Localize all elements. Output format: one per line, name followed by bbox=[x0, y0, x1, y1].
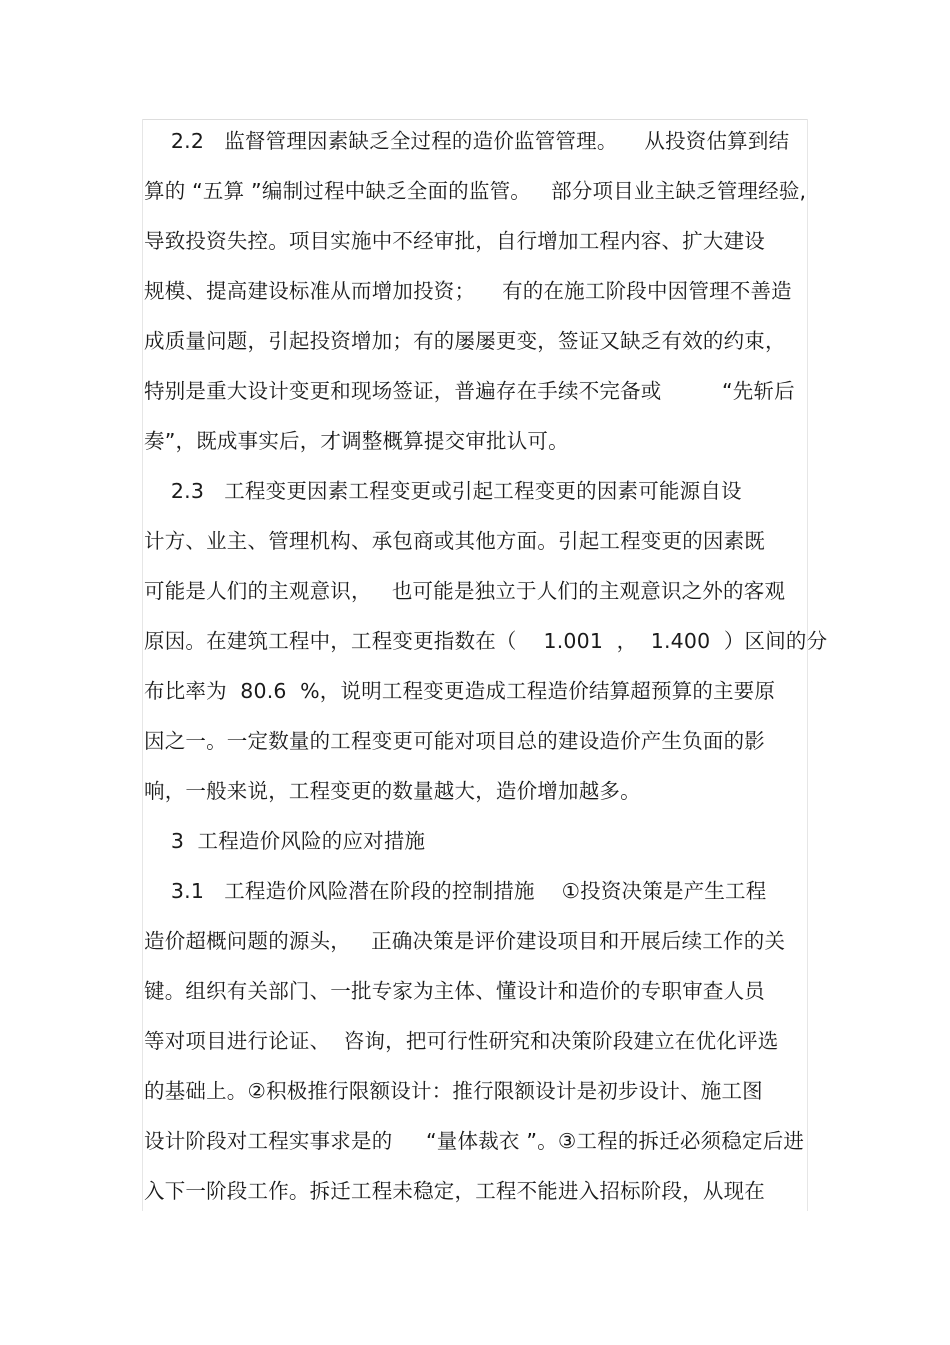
page-frame-left-border bbox=[142, 119, 143, 1211]
text-line: 3.1 工程造价风险潜在阶段的控制措施 ①投资决策是产生工程 bbox=[144, 879, 767, 903]
text-line: 导致投资失控。项目实施中不经审批，自行增加工程内容、扩大建设 bbox=[144, 229, 765, 253]
text-line: 因之一。一定数量的工程变更可能对项目总的建设造价产生负面的影 bbox=[144, 729, 765, 753]
text-line: 2.3 工程变更因素工程变更或引起工程变更的因素可能源自设 bbox=[144, 479, 742, 503]
text-line: 计方、业主、管理机构、承包商或其他方面。引起工程变更的因素既 bbox=[144, 529, 765, 553]
page-frame-top-border bbox=[142, 119, 808, 120]
text-line: 规模、提高建设标准从而增加投资； 有的在施工阶段中因管理不善造 bbox=[144, 279, 792, 303]
text-line: 入下一阶段工作。拆迁工程未稳定，工程不能进入招标阶段，从现在 bbox=[144, 1179, 765, 1203]
text-line: 布比率为 80.6 %，说明工程变更造成工程造价结算超预算的主要原 bbox=[144, 679, 776, 703]
text-line: 2.2 监督管理因素缺乏全过程的造价监管管理。 从投资估算到结 bbox=[144, 129, 790, 153]
text-line: 可能是人们的主观意识， 也可能是独立于人们的主观意识之外的客观 bbox=[144, 579, 786, 603]
section-heading: 3 工程造价风险的应对措施 bbox=[144, 829, 426, 853]
text-line: 算的 “五算 ”编制过程中缺乏全面的监管。 部分项目业主缺乏管理经验, bbox=[144, 179, 807, 203]
text-line: 响，一般来说，工程变更的数量越大，造价增加越多。 bbox=[144, 779, 641, 803]
text-line: 等对项目进行论证、 咨询，把可行性研究和决策阶段建立在优化评选 bbox=[144, 1029, 779, 1053]
text-line: 设计阶段对工程实事求是的 “量体裁衣 ”。③工程的拆迁必须稳定后进 bbox=[144, 1129, 805, 1153]
text-line: 造价超概问题的源头， 正确决策是评价建设项目和开展后续工作的关 bbox=[144, 929, 786, 953]
text-line: 键。组织有关部门、一批专家为主体、懂设计和造价的专职审查人员 bbox=[144, 979, 765, 1003]
text-line: 的基础上。②积极推行限额设计：推行限额设计是初步设计、施工图 bbox=[144, 1079, 763, 1103]
text-line: 特别是重大设计变更和现场签证，普遍存在手续不完备或 “先斩后 bbox=[144, 379, 795, 403]
text-line: 原因。在建筑工程中，工程变更指数在（ 1.001 ， 1.400 ）区间的分 bbox=[144, 629, 828, 653]
text-line: 成质量问题，引起投资增加；有的屡屡更变，签证又缺乏有效的约束， bbox=[144, 329, 786, 353]
text-line: 奏”，既成事实后，才调整概算提交审批认可。 bbox=[144, 429, 569, 453]
